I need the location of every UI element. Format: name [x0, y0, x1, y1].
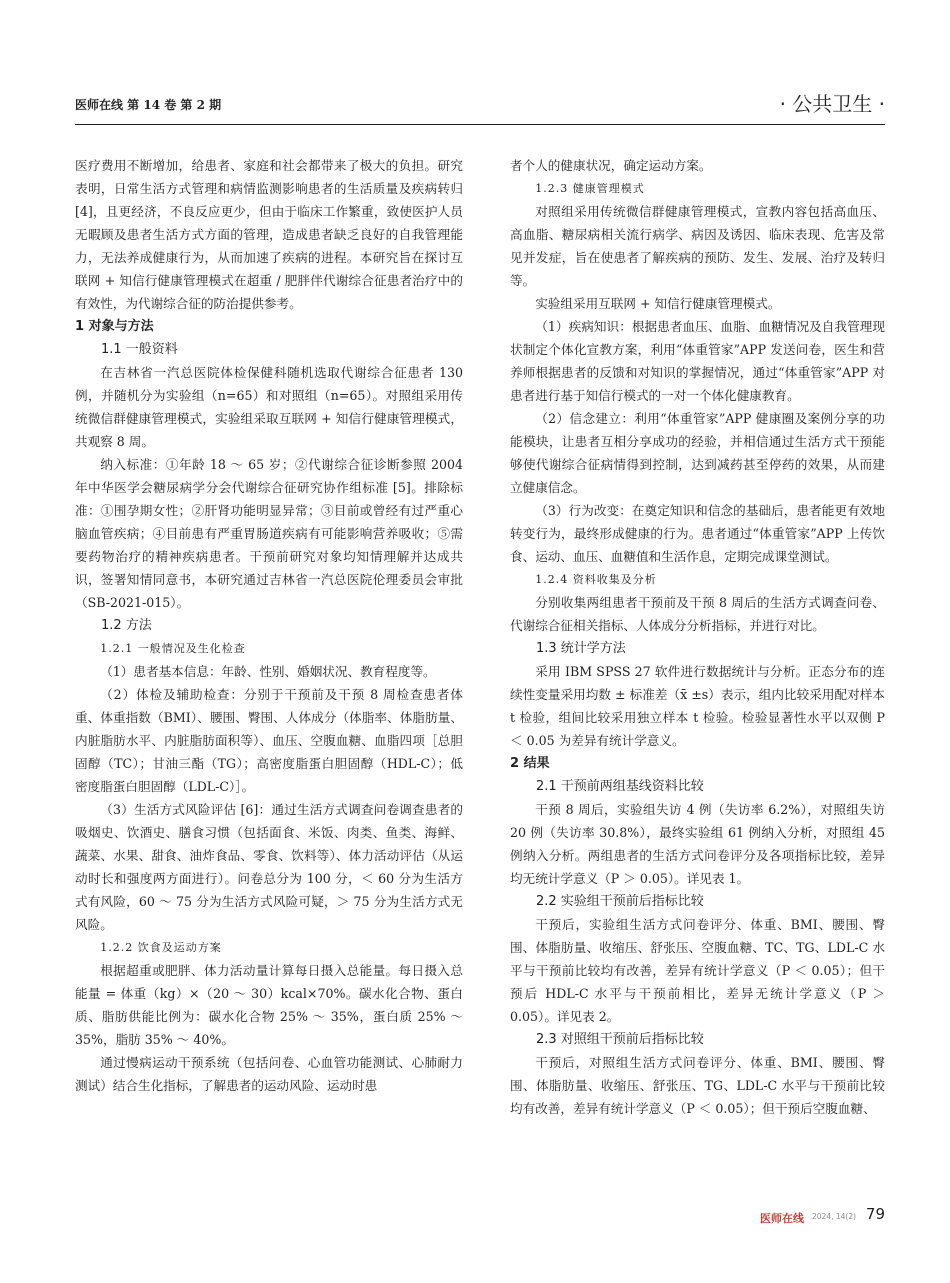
paragraph: （1）疾病知识：根据患者血压、血脂、血糖情况及自我管理现状制定个体化宣教方案，利用“体重管家”APP 发送问卷，医生和营养师根据患者的反馈和对知识的掌握情况，通过“体重管家”APP 对患者进行基于知信行模式的一对一个体化健康教育。: [510, 319, 885, 403]
paragraph: 对照组采用传统微信群健康管理模式，宣教内容包括高血压、高血脂、糖尿病相关流行病学、病因及诱因、临床表现、危害及常见并发症，旨在使患者了解疾病的预防、发生、发展、治疗及转归等。: [510, 204, 885, 288]
paragraph: 干预后，实验组生活方式问卷评分、体重、BMI、腰围、臀围、体脂肪量、收缩压、舒张压、空腹血糖、TC、TG、LDL-C 水平与干预前比较均有改善，差异有统计学意义（P ＜ 0.05）；但干预后 HDL-C 水平与干预前相比，差异无统计学意义（P ＞ 0.05）。详见表 2。: [510, 917, 885, 1024]
subsection-heading: 2.3 对照组干预前后指标比较: [536, 1032, 704, 1047]
left-column: [75, 154, 463, 1097]
paragraph: 在吉林省一汽总医院体检保健科随机选取代谢综合征患者 130 例，并随机分为实验组（n=65）和对照组（n=65）。对照组采用传统微信群健康管理模式，实验组采取互联网 + 知信行健康管理模式，共观察 8 周。: [75, 365, 463, 449]
paragraph: 医疗费用不断增加，给患者、家庭和社会都带来了极大的负担。研究表明，日常生活方式管理和病情监测影响患者的生活质量及疾病转归 [4]，且更经济，不良反应更少，但由于临床工作繁重，致使医护人员无暇顾及患者生活方式方面的管理，造成患者缺乏良好的自我管理能力，无法养成健康行为，从而加速了疾病的进程。本研究旨在探讨互联网 + 知信行健康管理模式在超重 / 肥胖伴代谢综合征患者治疗中的有效性，为代谢综合征的防治提供参考。: [75, 158, 463, 311]
subsubsection-heading: 1.2.1 一般情况及生化检查: [100, 642, 246, 655]
paragraph: 干预 8 周后，实验组失访 4 例（失访率 6.2%），对照组失访 20 例（失访率 30.8%），最终实验组 61 例纳入分析，对照组 45 例纳入分析。两组患者的生活方式问卷评分及各项指标比较，差异均无统计学意义（P ＞ 0.05）。详见表 1。: [510, 802, 885, 886]
subsection-heading: 1.1 一般资料: [101, 342, 178, 357]
issue-label: 2024, 14(2): [812, 1212, 857, 1221]
subsubsection-heading: 1.2.4 资料收集及分析: [535, 573, 657, 586]
paragraph: （3）行为改变：在奠定知识和信念的基础后，患者能更有效地转变行为，最终形成健康的行为。患者通过“体重管家”APP 上传饮食、运动、血压、血糖值和生活作息，定期完成课堂测试。: [510, 503, 885, 564]
subsection-heading: 1.3 统计学方法: [536, 641, 626, 656]
paragraph: 根据超重或肥胖、体力活动量计算每日摄入总能量。每日摄入总能量 = 体重（kg）×（20 ～ 30）kcal×70%。碳水化合物、蛋白质、脂肪供能比例为：碳水化合物 25% ～ 35%，蛋白质 25% ～ 35%，脂肪 35% ～ 40%。: [75, 963, 463, 1047]
paragraph: （3）生活方式风险评估 [6]：通过生活方式调查问卷调查患者的吸烟史、饮酒史、膳食习惯（包括面食、米饭、肉类、鱼类、海鲜、蔬菜、水果、甜食、油炸食品、零食、饮料等）、体力活动评估（从运动时长和强度两方面进行）。问卷总分为 100 分，＜ 60 分为生活方式有风险，60 ～ 75 分为生活方式风险可疑，＞ 75 分为生活方式无风险。: [75, 802, 463, 932]
journal-logo: 医师在线: [760, 1212, 804, 1225]
page-number: 79: [865, 1205, 885, 1223]
paragraph: （1）患者基本信息：年龄、性别、婚姻状况、教育程度等。: [100, 664, 436, 679]
paragraph: 采用 IBM SPSS 27 软件进行数据统计与分析。正态分布的连续性变量采用均数 ± 标准差（x̄ ±s）表示，组内比较采用配对样本 t 检验，组间比较采用独立样本 t 检验。检验显著性水平以双侧 P ＜ 0.05 为差异有统计学意义。: [510, 664, 885, 748]
paragraph: （2）信念建立：利用“体重管家”APP 健康圈及案例分享的功能模块，让患者互相分享成功的经验，并相信通过生活方式干预能够使代谢综合征病情得到控制，达到减药甚至停药的效果，从而建立健康信念。: [510, 411, 885, 495]
subsection-heading: 2.1 干预前两组基线资料比较: [536, 779, 704, 794]
header-rule: [75, 124, 885, 125]
paragraph: 通过慢病运动干预系统（包括问卷、心血管功能测试、心肺耐力测试）结合生化指标，了解患者的运动风险、运动时患: [75, 1055, 463, 1093]
page-footer: [760, 1204, 885, 1228]
paragraph: 实验组采用互联网 + 知信行健康管理模式。: [535, 296, 781, 311]
subsection-heading: 1.2 方法: [101, 618, 152, 633]
section-heading: 2 结果: [510, 756, 550, 771]
subsection-heading: 2.2 实验组干预前后指标比较: [536, 894, 704, 909]
paragraph: （2）体检及辅助检查：分别于干预前及干预 8 周检查患者体重、体重指数（BMI）、腰围、臀围、人体成分（体脂率、体脂肪量、内脏脂肪水平、内脏脂肪面积等）、血压、空腹血糖、血脂四项［总胆固醇（TC）；甘油三酯（TG）；高密度脂蛋白胆固醇（HDL-C）；低密度脂蛋白胆固醇（LDL-C）］。: [75, 687, 463, 794]
running-header: [75, 88, 885, 120]
journal-info: 医师在线 第 14 卷 第 2 期: [75, 98, 222, 112]
paragraph: 纳入标准：①年龄 18 ～ 65 岁；②代谢综合征诊断参照 2004 年中华医学会糖尿病学分会代谢综合征研究协作组标准 [5]。排除标准：①围孕期女性；②肝肾功能明显异常；③目前或曾经有过严重心脑血管疾病；④目前患有严重胃肠道疾病有可能影响营养吸收；⑤需要药物治疗的精神疾病患者。干预前研究对象均知情理解并达成共识，签署知情同意书，本研究通过吉林省一汽总医院伦理委员会审批（SB-2021-015）。: [75, 457, 463, 610]
section-name: · 公共卫生 ·: [779, 92, 885, 116]
paragraph: 者个人的健康状况，确定运动方案。: [510, 158, 712, 173]
paragraph: 干预后，对照组生活方式问卷评分、体重、BMI、腰围、臀围、体脂肪量、收缩压、舒张压、TG、LDL-C 水平与干预前比较均有改善，差异有统计学意义（P ＜ 0.05）；但干预后空腹血糖、: [510, 1055, 885, 1116]
paragraph: 分别收集两组患者干预前及干预 8 周后的生活方式调查问卷、代谢综合征相关指标、人体成分分析指标，并进行对比。: [510, 595, 885, 633]
subsubsection-heading: 1.2.2 饮食及运动方案: [100, 941, 222, 954]
subsubsection-heading: 1.2.3 健康管理模式: [535, 182, 645, 195]
section-heading: 1 对象与方法: [75, 319, 154, 334]
right-column: [510, 154, 885, 1120]
